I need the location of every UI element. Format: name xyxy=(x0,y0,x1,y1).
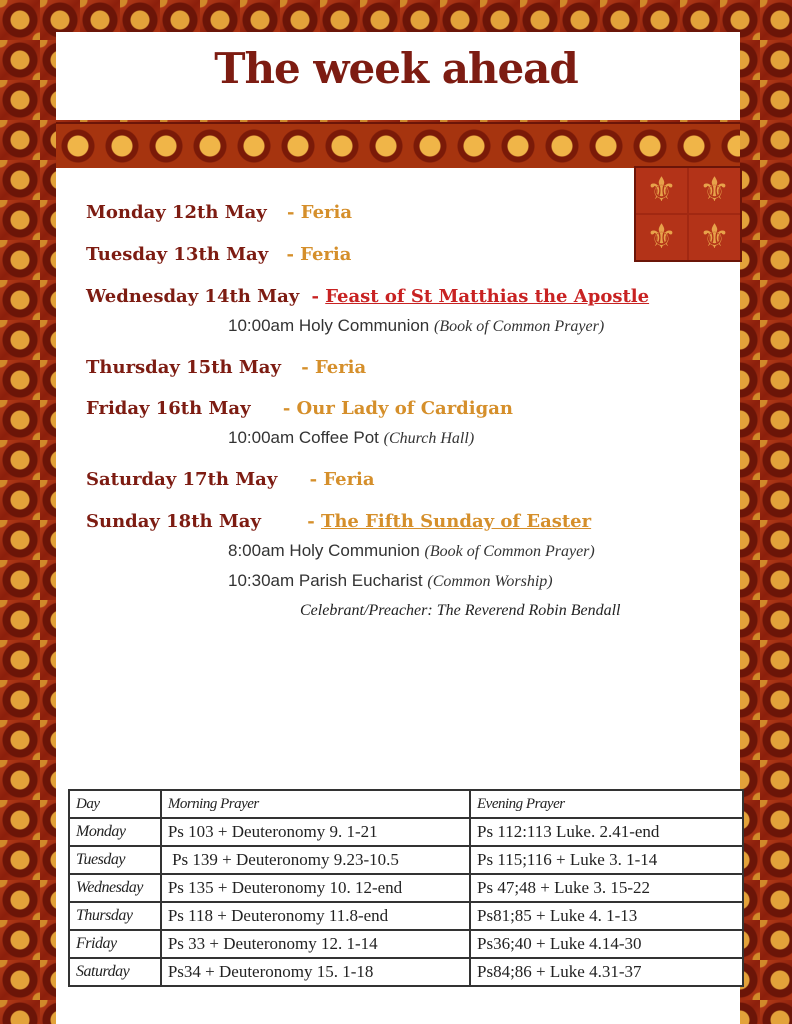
service-sunday-parish-eucharist xyxy=(228,571,553,591)
table-header-row xyxy=(69,790,743,818)
table-cell-morning: Ps 135 + Deuteronomy 10. 12-end xyxy=(161,874,470,902)
table-cell-evening: Ps84;86 + Luke 4.31-37 xyxy=(470,958,743,986)
service-time: 10:00am Coffee Pot xyxy=(228,428,379,447)
readings-table xyxy=(68,789,744,987)
day-label: Wednesday 14th May xyxy=(86,286,300,307)
table-cell-day: Thursday xyxy=(69,902,161,930)
table-cell-day: Friday xyxy=(69,930,161,958)
service-sunday-holy-communion xyxy=(228,541,595,561)
fleur-de-lis-tile-icon: ⚜ ⚜ ⚜ ⚜ xyxy=(634,166,742,262)
day-row-saturday xyxy=(86,469,375,490)
column-header: Morning Prayer xyxy=(161,790,470,818)
table-cell-day: Tuesday xyxy=(69,846,161,874)
day-label: Friday 16th May xyxy=(86,398,251,419)
table-cell-evening: Ps 112:113 Luke. 2.41-end xyxy=(470,818,743,846)
observance: - Feria xyxy=(286,244,352,265)
celebrant-line: Celebrant/Preacher: The Reverend Robin Bendall xyxy=(300,602,621,619)
day-label: Thursday 15th May xyxy=(86,357,281,378)
table-cell-evening: Ps36;40 + Luke 4.14-30 xyxy=(470,930,743,958)
table-row xyxy=(69,958,743,986)
observance: - Feria xyxy=(301,357,367,378)
observance-dash: - xyxy=(311,286,326,307)
column-header: Day xyxy=(69,790,161,818)
service-time: 10:30am Parish Eucharist xyxy=(228,571,423,590)
service-wednesday-holy-communion xyxy=(228,316,604,336)
decorative-tile-band xyxy=(56,122,740,170)
day-label: Monday 12th May xyxy=(86,202,267,223)
service-note: (Common Worship) xyxy=(427,573,553,590)
observance: - Feria xyxy=(287,202,353,223)
day-row-thursday xyxy=(86,357,366,378)
table-cell-morning: Ps 118 + Deuteronomy 11.8-end xyxy=(161,902,470,930)
observance: - Feria xyxy=(309,469,375,490)
table-cell-evening: Ps 115;116 + Luke 3. 1-14 xyxy=(470,846,743,874)
table-cell-day: Wednesday xyxy=(69,874,161,902)
day-label: Tuesday 13th May xyxy=(86,244,269,265)
service-friday-coffee-pot xyxy=(228,428,474,448)
table-cell-evening: Ps81;85 + Luke 4. 1-13 xyxy=(470,902,743,930)
table-row xyxy=(69,902,743,930)
day-row-monday xyxy=(86,202,352,223)
day-row-friday xyxy=(86,398,513,419)
service-time: 8:00am Holy Communion xyxy=(228,541,420,560)
table-row xyxy=(69,930,743,958)
day-row-wednesday xyxy=(86,286,649,307)
table-row xyxy=(69,818,743,846)
day-label: Saturday 17th May xyxy=(86,469,278,490)
day-row-tuesday xyxy=(86,244,351,265)
table-row xyxy=(69,874,743,902)
table-cell-morning: Ps 103 + Deuteronomy 9. 1-21 xyxy=(161,818,470,846)
service-note: (Book of Common Prayer) xyxy=(424,543,595,560)
service-note: (Church Hall) xyxy=(383,430,475,447)
table-row xyxy=(69,846,743,874)
table-cell-morning: Ps34 + Deuteronomy 15. 1-18 xyxy=(161,958,470,986)
table-cell-evening: Ps 47;48 + Luke 3. 15-22 xyxy=(470,874,743,902)
day-label: Sunday 18th May xyxy=(86,511,261,532)
table-cell-morning: Ps 33 + Deuteronomy 12. 1-14 xyxy=(161,930,470,958)
column-header: Evening Prayer xyxy=(470,790,743,818)
page-title: The week ahead xyxy=(214,44,578,93)
table-cell-morning: Ps 139 + Deuteronomy 9.23-10.5 xyxy=(161,846,470,874)
observance: - Our Lady of Cardigan xyxy=(282,398,513,419)
observance-dash: - xyxy=(307,511,321,532)
day-row-sunday xyxy=(86,511,591,532)
service-time: 10:00am Holy Communion xyxy=(228,316,430,335)
service-note: (Book of Common Prayer) xyxy=(434,318,605,335)
table-cell-day: Saturday xyxy=(69,958,161,986)
table-cell-day: Monday xyxy=(69,818,161,846)
observance-feast-link[interactable]: The Fifth Sunday of Easter xyxy=(320,511,592,532)
observance-feast-link[interactable]: Feast of St Matthias the Apostle xyxy=(325,286,650,307)
